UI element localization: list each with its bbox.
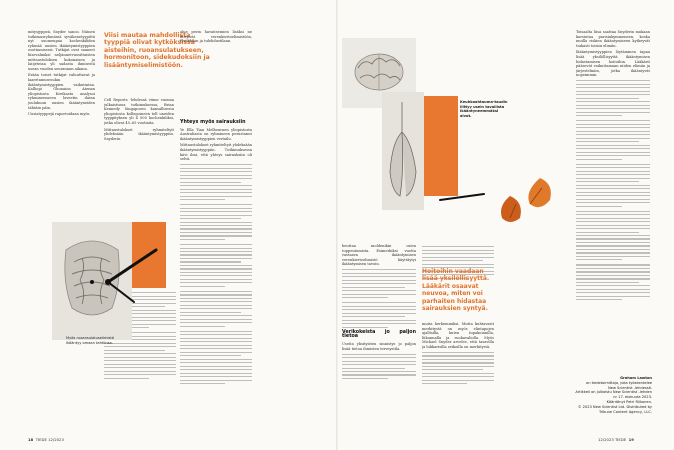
clock-hand-right — [438, 190, 486, 204]
left-col1-p2: Erään toiset tutkijat valuuttavat ja laaretamusesukin ikääntymistyyppien vaikutintaa. Kalliopi Ghonaion Atenan yliopistosta Kreikasta analysoi ryhmineenseen laveetin datan joulukuun uusien ikääntyneiden tähtäin päin. — [28, 73, 95, 110]
left-col1-lead: mitysjyppeä, Snyder sanoo. Näinen tutkimusryhmässä syväkenetyypittä nyt suomenpaa kochenkiliden ryhmää uusien ikääntymistyyppien osottamisessi. Tutkijat ovat saaneet liisevalmiksi neljännetvuosittaisten mittaustuloksen kokonaisen ja laiijeteiaa yli sadasta ihmisestä usean vuoden seurannan aikana. — [28, 30, 95, 71]
left-page-number: 18 — [28, 437, 34, 442]
body-text-lines — [180, 164, 252, 384]
credit-author-name: Graham Lawton — [620, 376, 652, 380]
credit-line: Artikkeli on julkaistu New Scientist -lehden — [575, 390, 652, 395]
subhead-verikokeista: Verikokeista jo paljon tietoa — [342, 329, 416, 340]
left-footer — [28, 437, 64, 442]
credit-line: Tribune Content Agency, LLC. — [598, 409, 652, 414]
right-col3-p2: Ikääntymistyyppien löytäminen tapaa lisää yksilöllisyyttä ikääntymisen hidastamisen hoitoihin. Lääkärit pääsevät vaikuttamaan niiden elimiin ja järjestelmiin, jotka ikääntyvät nopeimmin. — [576, 50, 650, 78]
left-col3-p3: Mittaustulokset ryhmiteltyit yhdeksään ikääntymistyyppiin. Tutkimuksessa kävi ilmi, että yhteys sairauksiin oli selvä. — [180, 143, 252, 162]
right-footer — [598, 437, 634, 442]
left-col1-p3: Uusiatyyppejä raportoidaan myös. — [28, 112, 91, 117]
left-pull-quote: Viisi mautaa mahdollista tyyppiä olivat kytköksissä aisteihin, ruoansulatukseen, hormonitoon, sidekudoksiin ja lisääntymiselimistöön. — [104, 32, 210, 69]
subhead-sairauksiin: Yhteys myös sairauksiin — [180, 120, 246, 125]
right-caption — [460, 100, 510, 118]
right-pull-quote: Hoitoihin vaadaan lisää yksilöllisyyttä. Lääkärit osaavat neuvoa, miten voi parhaiten hidastaa sairauksien syntyä. — [422, 268, 490, 313]
left-folio-title: TIEDE 12/2023 — [35, 437, 64, 442]
orange-block-right — [418, 96, 458, 196]
author-credit — [566, 376, 652, 414]
left-col3-p1: alue perin havaitsemien lisäksi ne liittyivät verenkiertoelimistöön, fysiikkaan ja tulehdustilaan. — [180, 30, 252, 44]
autumn-leaves — [480, 168, 570, 238]
left-column-1 — [28, 30, 95, 205]
right-column-1 — [342, 244, 416, 434]
right-col3-p1: Toisaalta liisa saattaa Snyderin mukaan karsiutua parisinkymmeneen, koska muilla riskien ikääntymiseen kytkeyvät tiukasti toisiin elimiin. — [576, 30, 650, 48]
left-col2-p2: Mittaustulokset ryhmiteltyit yhdeksään ikääntymistyyppiin. Snyderin — [104, 127, 174, 141]
credit-line: © 2023 New Scientist Ltd. Distributed by — [577, 404, 652, 409]
left-column-2 — [104, 98, 174, 208]
clock-hands — [60, 240, 170, 310]
left-column-3-lower — [180, 118, 252, 433]
right-column-3 — [576, 30, 650, 372]
right-folio-title: 12/2023 TIEDE — [598, 437, 627, 442]
left-col2-p1: Cell Reports -lehdessä viime vuonna julkaistussa tutkimuksessa, Brian Kennedy Singaporen kansallisesta yliopistosta kollegoineen tell uneiden tyyppityksen yli 4 000 kochenkiliksi, jotka olivat 45–65 vuotiaita. — [104, 98, 174, 125]
left-col3-p2: Ye Ella Tian Melbournen yliopistosta Australiasta on ryhmineen perustanut ikääntymistyyppien vertailu. — [180, 127, 252, 141]
right-col2-p1: muita herkemmiksi. Mutta kuhtavasti merkitystä on myös elintapojen ajallisilla, kuten tupakoinnilla, liikunnalla ja ruokavaliolla. Myös Michael Snyder arvelee, että tasavilla ja lukkarisilla seikoilla on merkitystä. — [422, 322, 494, 349]
credit-line: New Scientist -lehdessä. — [608, 385, 652, 390]
lungs-graphic — [382, 92, 424, 210]
credit-line: Kääntänyt Petri Riikonen. — [606, 399, 652, 404]
right-caption-text: Keuhkoahtauma-taudin liittyy usein tavallista ikääntyneemmäksi alvot. — [460, 100, 508, 118]
lungs-illustration — [382, 92, 424, 210]
left-caption: Myös ruoansulatuselimistö ikääntyy omaan tahtiinsa. — [66, 336, 114, 345]
right-col1-p2: Useita yksityisten sinnistys jo paljon lisää tietoa ihmisten terveystila. — [342, 342, 416, 351]
spread-gutter — [336, 0, 338, 450]
left-column-3 — [180, 30, 252, 120]
right-page-number: 19 — [628, 437, 634, 442]
right-column-2-lower — [422, 322, 494, 434]
credit-line: nr 17. elokuuta 2023. — [613, 395, 652, 400]
credit-line: on tiedetoimittaja, joka työskentelee — [586, 380, 652, 385]
right-col1-p1: beuttaa moldenikin osien toppeutumista. Esimerkiksi vuotta vastaava ikääntymisen verenkiertoelimistö käyttäytyi ikääntymisen tavoin. — [342, 244, 416, 267]
